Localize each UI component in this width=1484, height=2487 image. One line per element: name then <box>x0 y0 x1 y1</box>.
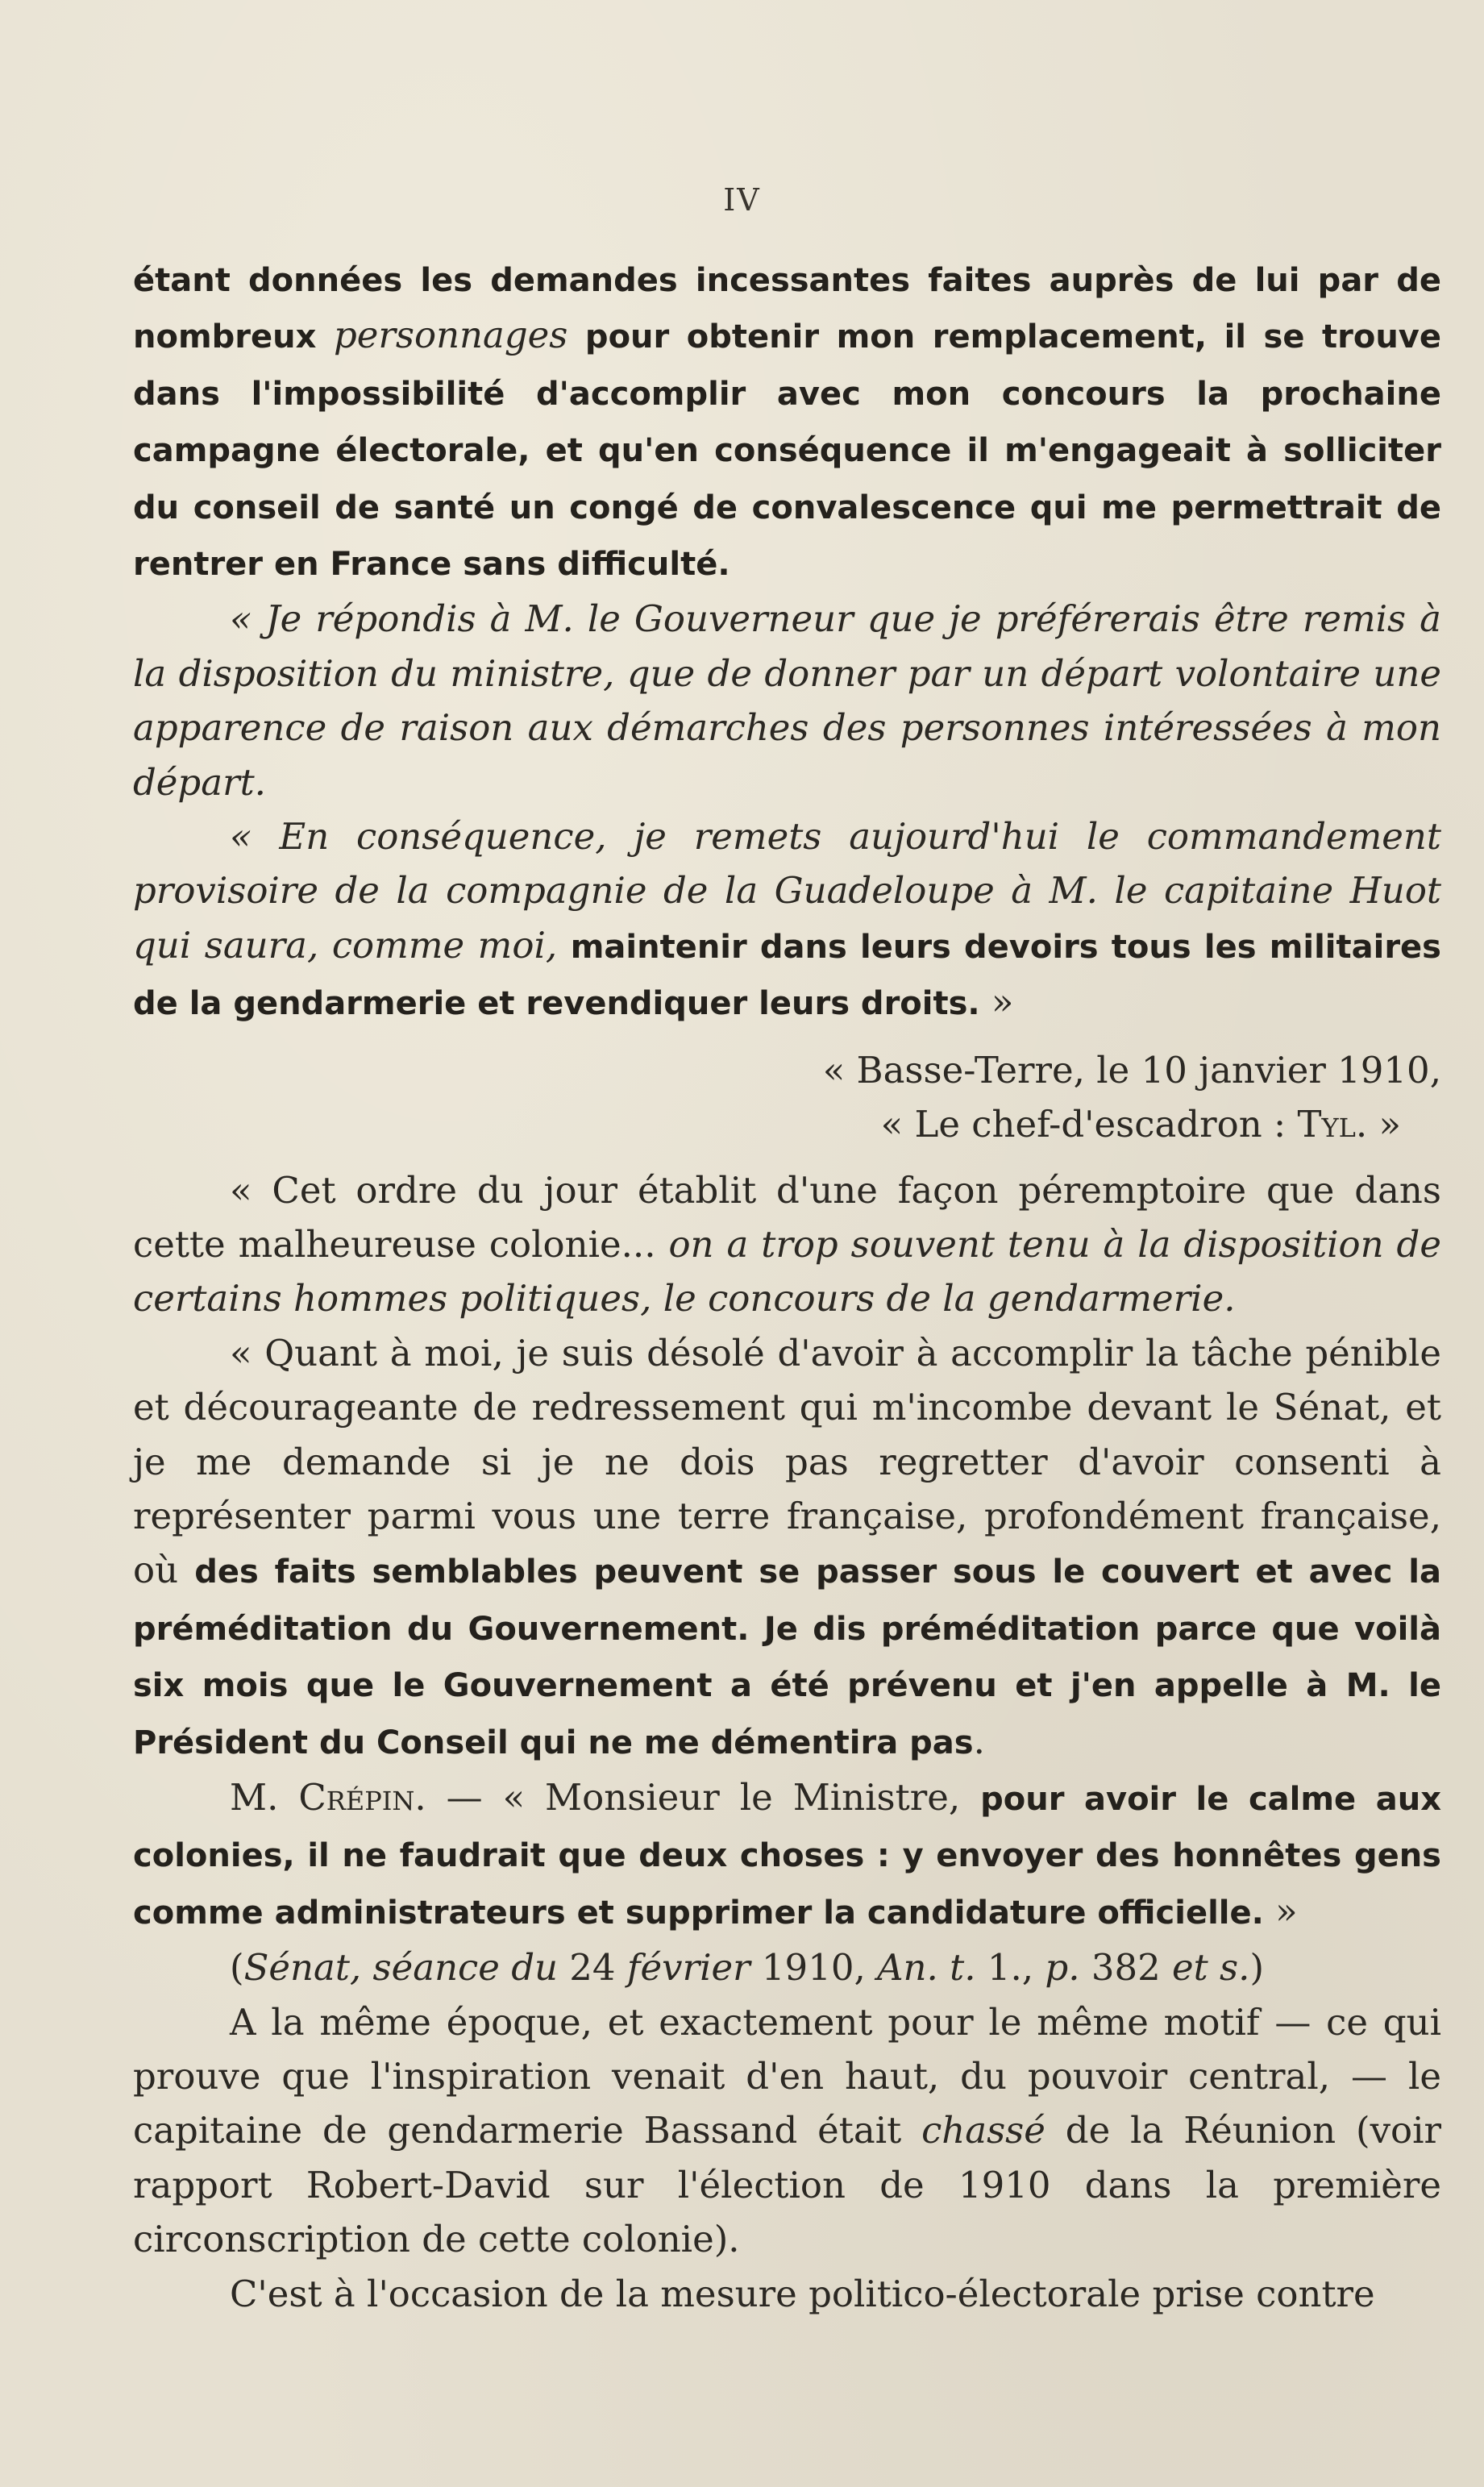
plain-text: A la même époque, et exactement pour le même motif — ce qui prouve que l'inspiration venait d'en haut, du pouvoir central, — le capitaine de gendarmerie Bassand était <box>133 2000 1441 2152</box>
paragraph-citation <box>133 1940 1441 1994</box>
italic-text: An. t. <box>877 1946 976 1990</box>
plain-text: M. <box>230 1775 299 1819</box>
paragraph-crepin <box>133 1770 1441 1940</box>
plain-text: » <box>979 980 1014 1024</box>
italic-text: p. <box>1045 1946 1080 1990</box>
plain-text: ) <box>1249 1946 1265 1990</box>
italic-text: Sénat, séance du <box>243 1946 558 1990</box>
plain-text: de la Réunion (voir rapport Robert-David sur l'élection de 1910 dans la première circonscription de cette colonie). <box>133 2109 1441 2261</box>
plain-text: . <box>973 1719 985 1762</box>
signature-name <box>133 1097 1441 1151</box>
paragraph-order-of-day <box>133 1163 1441 1326</box>
plain-text: 24 <box>557 1946 627 1990</box>
plain-text: » <box>1263 1889 1298 1932</box>
paragraph-same-epoch <box>133 1995 1441 2267</box>
italic-text: « Je répondis à M. le Gouverneur que je préférerais être remis à la disposition du ministre, que de donner par un départ volontaire une apparence de raison aux démarches des personnes intéressées à mon départ. <box>133 597 1441 804</box>
plain-text: « Quant à moi, je suis désolé d'avoir à accomplir la tâche pénible et décourageante de redressement qui m'incombe devant le Sénat, et je me demande si je ne dois pas regretter d'avoir consenti à représenter parmi vous une terre française, profondément française, où <box>133 1331 1441 1592</box>
italic-text: « En conséquence, je remets aujourd'hui le commandement provisoire de la compagnie de la Guadeloupe à M. le capitaine Huot qui saura, comme moi, <box>133 815 1441 967</box>
paragraph-reply <box>133 592 1441 809</box>
plain-text: ( <box>230 1946 244 1990</box>
bold-text: pour avoir le calme aux colonies, il ne faudrait que deux choses : y envoyer des honnêtes gens comme administrateurs et supprimer la candidature officielle. <box>133 1780 1442 1932</box>
paragraph-consequence <box>133 809 1441 1032</box>
plain-text: « Le chef-d'escadron : <box>880 1103 1298 1146</box>
small-caps-text: Tyl <box>1297 1103 1356 1146</box>
bold-text: étant données les demandes incessantes faites auprès de lui par de nombreux <box>133 262 1441 356</box>
plain-text: 382 <box>1079 1946 1173 1990</box>
italic-text: personnages <box>333 314 568 357</box>
paragraph-occasion <box>133 2267 1441 2321</box>
plain-text: . » <box>1355 1103 1401 1146</box>
plain-text: . — « Monsieur le Ministre, <box>414 1775 981 1819</box>
plain-text: 1910, <box>750 1946 878 1990</box>
bold-text: pour obtenir mon remplacement, il se trouve dans l'impossibilité d'accomplir avec mon concours la prochaine campagne électorale, et qu'en conséquence il m'engageait à solliciter du conseil de santé un congé de convalescence qui me permettrait de rentrer en France sans difficulté. <box>133 318 1442 584</box>
small-caps-text: Crépin <box>298 1775 415 1819</box>
italic-text: chassé <box>921 2109 1045 2152</box>
paragraph-letter-continuation <box>133 252 1441 592</box>
spacer <box>133 1152 1441 1163</box>
signature-place-date: « Basse-Terre, le 10 janvier 1910, <box>822 1048 1441 1092</box>
plain-text: 1., <box>975 1946 1045 1990</box>
plain-text: « Cet ordre du jour établit d'une façon péremptoire que dans cette malheureuse colonie... <box>133 1168 1441 1266</box>
paragraph-quant-a-moi <box>133 1326 1441 1770</box>
bold-text: des faits semblables peuvent se passer sous le couvert et avec la préméditation du Gouvernement. Je dis préméditation parce que voilà six mois que le Gouvernement a été prévenu et j'en appelle à M. le Président du Conseil qui ne me démentira pas <box>133 1553 1441 1761</box>
body-text <box>133 252 1441 2321</box>
italic-text: février <box>626 1946 750 1990</box>
italic-text: et s. <box>1172 1946 1250 1990</box>
italic-text: on a trop souvent tenu à la disposition de certains hommes politiques, le concours de la gendarmerie. <box>133 1222 1441 1320</box>
spacer <box>133 1032 1441 1043</box>
bold-text: maintenir dans leurs devoirs tous les militaires de la gendarmerie et revendiquer leurs droits. <box>133 928 1441 1023</box>
plain-text: C'est à l'occasion de la mesure politico-électorale prise contre <box>230 2272 1375 2315</box>
page-number: IV <box>723 182 761 218</box>
